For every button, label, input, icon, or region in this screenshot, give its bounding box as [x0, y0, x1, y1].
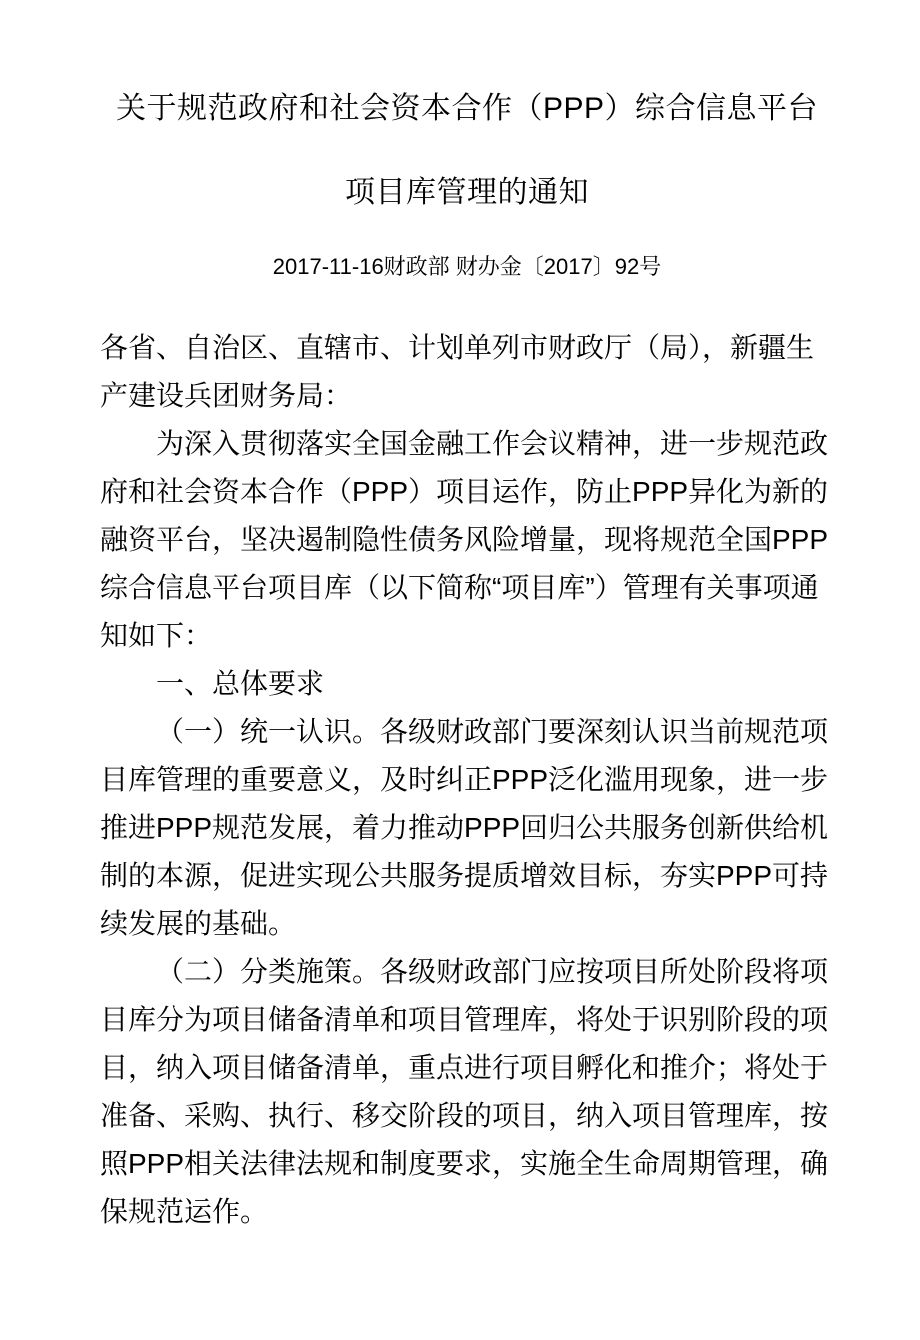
- paragraph: 为深入贯彻落实全国金融工作会议精神，进一步规范政府和社会资本合作（PPP）项目运作，防止PPP异化为新的融资平台，坚决遏制隐性债务风险增量，现将规范全国PPP综合信息平台项目库（以下简称“项目库”）管理有关事项通知如下：: [100, 428, 829, 651]
- paragraph: （一）统一认识。各级财政部门要深刻认识当前规范项目库管理的重要意义，及时纠正PPP泛化滥用现象，进一步推进PPP规范发展，着力推动PPP回归公共服务创新供给机制的本源，促进实现公共服务提质增效目标，夯实PPP可持续发展的基础。: [100, 716, 829, 939]
- paragraph: 一、总体要求: [156, 668, 325, 699]
- document-paragraphs: [100, 324, 834, 1236]
- paragraph: 各省、自治区、直辖市、计划单列市财政厅（局），新疆生产建设兵团财务局：: [100, 332, 815, 411]
- document-meta-date-issuer: 2017-11-16财政部 财办金〔2017〕92号: [272, 254, 662, 279]
- document-title-line-2: 项目库管理的通知: [345, 176, 589, 209]
- paragraph: （二）分类施策。各级财政部门应按项目所处阶段将项目库分为项目储备清单和项目管理库，将处于识别阶段的项目，纳入项目储备清单，重点进行项目孵化和推介；将处于准备、采购、执行、移交阶段的项目，纳入项目管理库，按照PPP相关法律法规和制度要求，实施全生命周期管理，确保规范运作。: [100, 956, 829, 1227]
- document-title-line-1: 关于规范政府和社会资本合作（PPP）综合信息平台: [115, 92, 819, 125]
